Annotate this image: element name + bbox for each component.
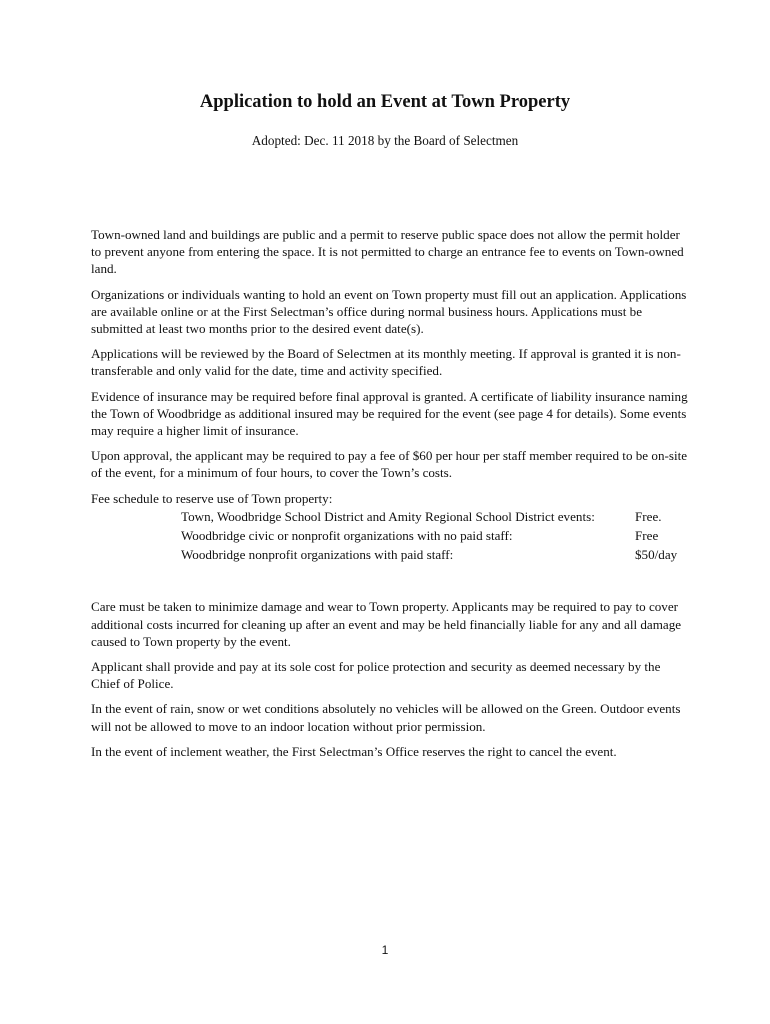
paragraph-inclement-weather: In the event of inclement weather, the First Selectman’s Office reserves the right to cancel the event. xyxy=(91,743,617,759)
paragraph-insurance: Evidence of insurance may be required before final approval is granted. A certificate of liability insurance naming the Town of Woodbridge as additional insured may be required for the event (see page 4 for details). Some events may require a higher limit of insurance. xyxy=(91,388,688,439)
fee-amount: Free. xyxy=(635,508,662,524)
paragraph-police: Applicant shall provide and pay at its sole cost for police protection and security as deemed necessary by the Chief of Police. xyxy=(91,659,661,692)
fee-description: Woodbridge civic or nonprofit organizations with no paid staff: xyxy=(181,528,513,544)
paragraph-review: Applications will be reviewed by the Board of Selectmen at its monthly meeting. If approval is granted it is non-transferable and only valid for the date, time and activity specified. xyxy=(91,346,681,379)
paragraph-staff-fee: Upon approval, the applicant may be required to pay a fee of $60 per hour per staff member required to be on-site of the event, for a minimum of four hours, to cover the Town’s costs. xyxy=(91,448,688,481)
document-body xyxy=(91,226,691,768)
fee-schedule-intro: Fee schedule to reserve use of Town property: xyxy=(91,490,333,506)
fee-row xyxy=(91,507,691,526)
paragraph-wet-conditions: In the event of rain, snow or wet conditions absolutely no vehicles will be allowed on the Green. Outdoor events will not be allowed to move to an indoor location without prior permission. xyxy=(91,701,681,734)
document-title: Application to hold an Event at Town Property xyxy=(199,92,571,112)
paragraph-application: Organizations or individuals wanting to hold an event on Town property must fill out an application. Applications are available online or at the First Selectman’s office during normal business hours. Applications must be submitted at least two months prior to the desired event date(s). xyxy=(91,286,687,337)
fee-amount: $50/day xyxy=(635,547,678,563)
fee-row xyxy=(91,545,691,564)
adoption-subtitle: Adopted: Dec. 11 2018 by the Board of Selectmen xyxy=(251,133,519,148)
paragraph-damage: Care must be taken to minimize damage and wear to Town property. Applicants may be required to pay to cover additional costs incurred for cleaning up after an event and may be held financially liable for any and all damage caused to Town property by the event. xyxy=(91,599,682,649)
fee-amount: Free xyxy=(635,528,659,544)
fee-row xyxy=(91,526,691,545)
fee-schedule-table xyxy=(91,507,691,565)
paragraph-public-space: Town-owned land and buildings are public and a permit to reserve public space does not allow the permit holder to prevent anyone from entering the space. It is not permitted to charge an entrance fee to events on Town-owned land. xyxy=(91,227,684,277)
page-number: 1 xyxy=(381,943,389,957)
fee-description: Woodbridge nonprofit organizations with paid staff: xyxy=(181,547,454,563)
fee-description: Town, Woodbridge School District and Amity Regional School District events: xyxy=(181,508,595,524)
